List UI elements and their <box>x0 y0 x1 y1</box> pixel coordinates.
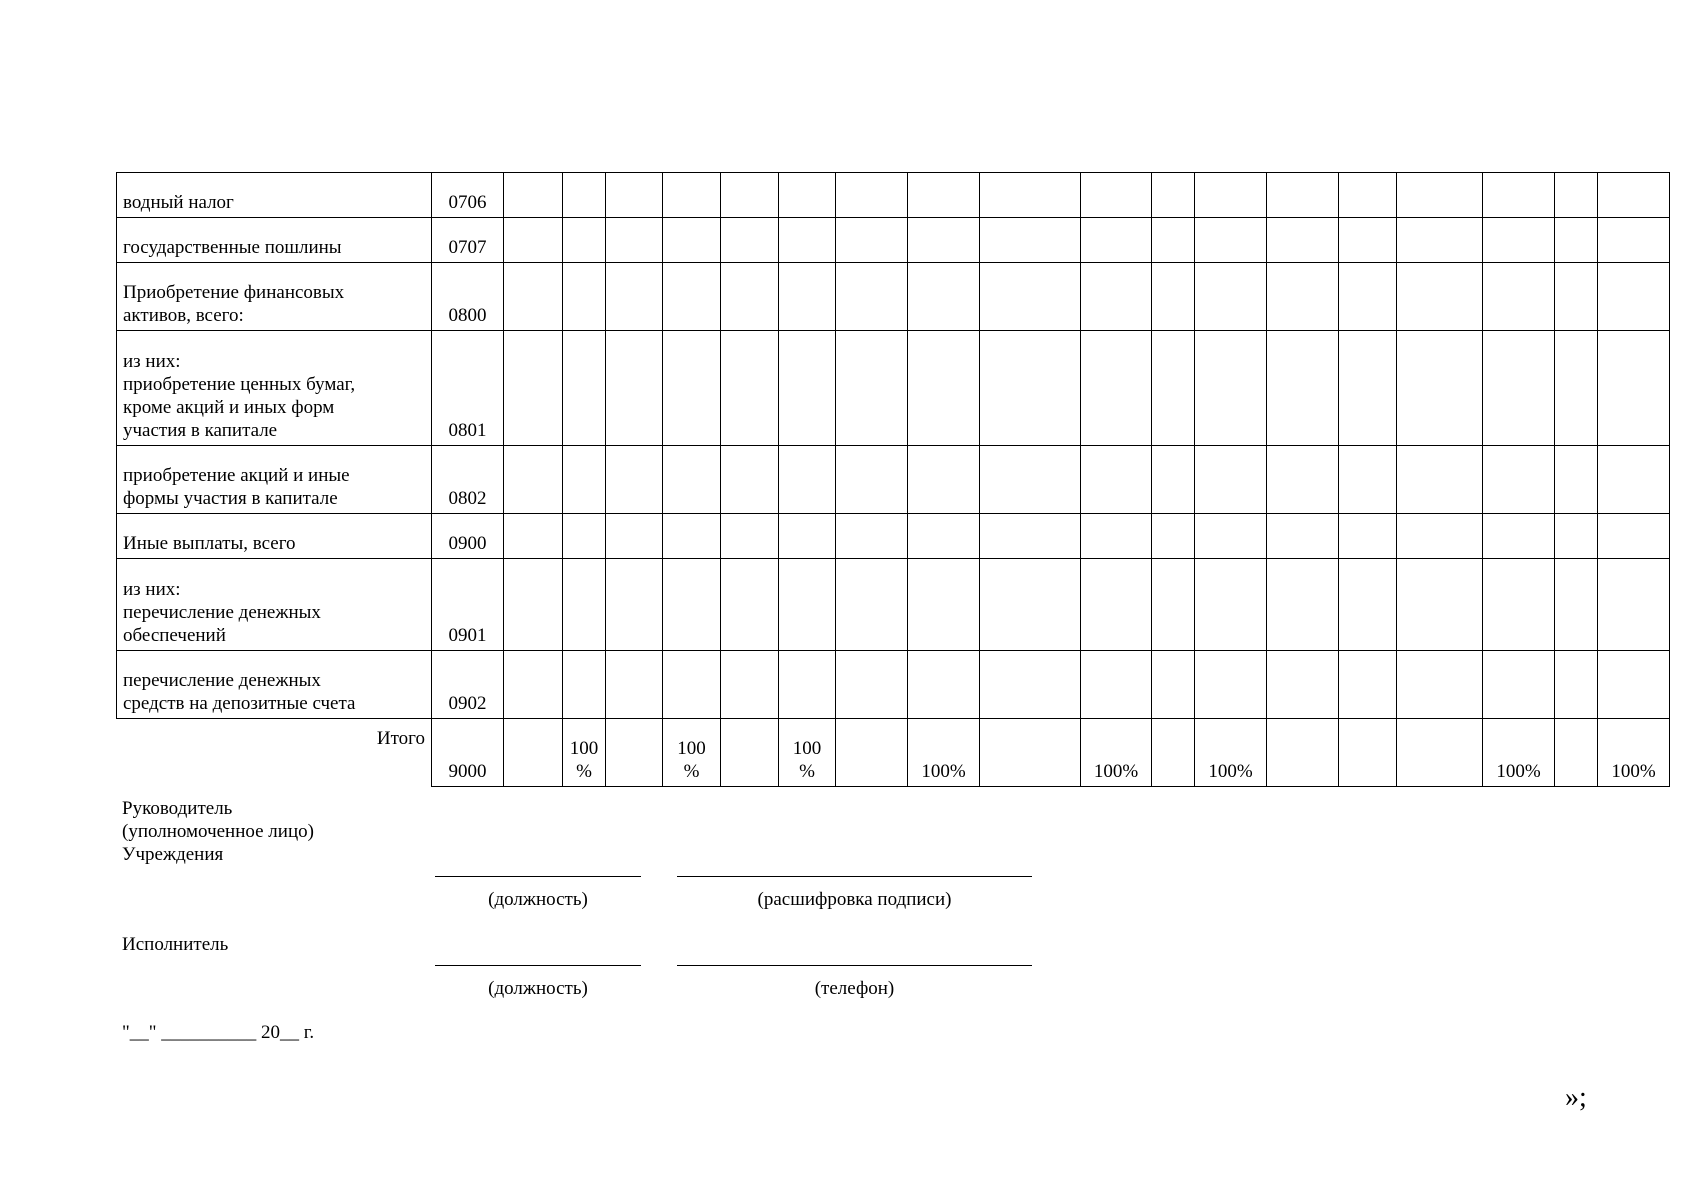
value-cell <box>721 173 779 218</box>
value-cell <box>1081 263 1152 331</box>
value-cell <box>721 331 779 446</box>
value-cell <box>836 173 908 218</box>
total-code: 9000 <box>432 719 504 787</box>
value-cell <box>1397 559 1483 651</box>
value-cell <box>1397 651 1483 719</box>
total-value-cell <box>721 719 779 787</box>
value-cell <box>1195 331 1267 446</box>
executor-phone-line <box>677 965 1032 966</box>
value-cell <box>980 446 1081 514</box>
value-cell <box>1267 331 1339 446</box>
value-cell <box>663 651 721 719</box>
total-value-cell <box>606 719 663 787</box>
value-cell <box>606 331 663 446</box>
value-cell <box>1483 173 1555 218</box>
value-cell <box>1152 173 1195 218</box>
value-cell <box>1081 446 1152 514</box>
value-cell <box>1267 263 1339 331</box>
value-cell <box>504 446 563 514</box>
value-cell <box>1555 651 1598 719</box>
value-cell <box>980 263 1081 331</box>
value-cell <box>1483 263 1555 331</box>
row-code: 0802 <box>432 446 504 514</box>
total-value-cell: 100% <box>908 719 980 787</box>
row-code: 0800 <box>432 263 504 331</box>
value-cell <box>1339 446 1397 514</box>
value-cell <box>1081 173 1152 218</box>
value-cell <box>1267 559 1339 651</box>
closing-mark: »; <box>1565 1082 1587 1113</box>
value-cell <box>563 173 606 218</box>
value-cell <box>563 559 606 651</box>
total-value-cell <box>1267 719 1339 787</box>
value-cell <box>1152 331 1195 446</box>
value-cell <box>721 218 779 263</box>
value-cell <box>1598 331 1670 446</box>
total-value-cell <box>1397 719 1483 787</box>
value-cell <box>721 559 779 651</box>
value-cell <box>1555 218 1598 263</box>
value-cell <box>1339 331 1397 446</box>
total-value-cell: 100% <box>1598 719 1670 787</box>
total-value-cell <box>1152 719 1195 787</box>
row-code: 0707 <box>432 218 504 263</box>
value-cell <box>836 514 908 559</box>
table-row <box>117 514 1670 559</box>
value-cell <box>1397 446 1483 514</box>
value-cell <box>1598 263 1670 331</box>
value-cell <box>563 263 606 331</box>
value-cell <box>663 514 721 559</box>
row-label: Приобретение финансовых активов, всего: <box>117 263 432 331</box>
value-cell <box>1195 218 1267 263</box>
value-cell <box>721 263 779 331</box>
value-cell <box>779 218 836 263</box>
row-label: государственные пошлины <box>117 218 432 263</box>
executor-position-caption: (должность) <box>488 978 588 999</box>
value-cell <box>563 514 606 559</box>
value-cell <box>504 218 563 263</box>
value-cell <box>1267 446 1339 514</box>
value-cell <box>836 559 908 651</box>
value-cell <box>1195 173 1267 218</box>
row-code: 0902 <box>432 651 504 719</box>
value-cell <box>1267 218 1339 263</box>
value-cell <box>1267 651 1339 719</box>
value-cell <box>836 331 908 446</box>
value-cell <box>721 514 779 559</box>
row-code: 0901 <box>432 559 504 651</box>
value-cell <box>504 559 563 651</box>
value-cell <box>1081 651 1152 719</box>
value-cell <box>1339 651 1397 719</box>
total-value-cell <box>980 719 1081 787</box>
value-cell <box>1339 559 1397 651</box>
value-cell <box>779 514 836 559</box>
value-cell <box>980 218 1081 263</box>
date-line: "__" __________ 20__ г. <box>122 1022 315 1043</box>
value-cell <box>1267 514 1339 559</box>
value-cell <box>908 514 980 559</box>
value-cell <box>504 263 563 331</box>
value-cell <box>1195 263 1267 331</box>
value-cell <box>1152 446 1195 514</box>
total-value-cell <box>504 719 563 787</box>
value-cell <box>1555 559 1598 651</box>
value-cell <box>504 651 563 719</box>
value-cell <box>1397 173 1483 218</box>
total-value-cell: 100 % <box>779 719 836 787</box>
value-cell <box>1483 651 1555 719</box>
value-cell <box>1081 514 1152 559</box>
value-cell <box>1555 514 1598 559</box>
value-cell <box>980 514 1081 559</box>
value-cell <box>1555 173 1598 218</box>
value-cell <box>1152 559 1195 651</box>
total-value-cell <box>1339 719 1397 787</box>
head-position-line <box>435 876 641 877</box>
value-cell <box>663 446 721 514</box>
value-cell <box>1152 514 1195 559</box>
value-cell <box>606 514 663 559</box>
head-signature-line <box>677 876 1032 877</box>
row-label: водный налог <box>117 173 432 218</box>
value-cell <box>1152 263 1195 331</box>
total-value-cell: 100 % <box>563 719 606 787</box>
value-cell <box>606 559 663 651</box>
table-row <box>117 446 1670 514</box>
value-cell <box>504 514 563 559</box>
value-cell <box>908 173 980 218</box>
value-cell <box>1397 514 1483 559</box>
value-cell <box>779 331 836 446</box>
report-table <box>116 172 1670 787</box>
value-cell <box>908 331 980 446</box>
total-value-cell: 100% <box>1195 719 1267 787</box>
value-cell <box>779 173 836 218</box>
total-label: Итого <box>117 719 432 787</box>
value-cell <box>1195 514 1267 559</box>
value-cell <box>1483 446 1555 514</box>
value-cell <box>836 218 908 263</box>
value-cell <box>1195 651 1267 719</box>
value-cell <box>1081 218 1152 263</box>
value-cell <box>980 559 1081 651</box>
value-cell <box>1152 651 1195 719</box>
row-label: перечисление денежных средств на депозитные счета <box>117 651 432 719</box>
value-cell <box>1339 218 1397 263</box>
value-cell <box>663 263 721 331</box>
value-cell <box>836 651 908 719</box>
head-signatory-label: Руководитель (уполномоченное лицо) Учреждения <box>122 798 314 865</box>
value-cell <box>1195 446 1267 514</box>
value-cell <box>779 446 836 514</box>
total-value-cell: 100% <box>1483 719 1555 787</box>
value-cell <box>606 173 663 218</box>
value-cell <box>779 651 836 719</box>
value-cell <box>663 559 721 651</box>
value-cell <box>836 446 908 514</box>
value-cell <box>1397 218 1483 263</box>
value-cell <box>1598 173 1670 218</box>
value-cell <box>563 651 606 719</box>
value-cell <box>1081 331 1152 446</box>
value-cell <box>1598 514 1670 559</box>
executor-phone-caption: (телефон) <box>814 978 895 999</box>
value-cell <box>1267 173 1339 218</box>
value-cell <box>1483 218 1555 263</box>
table-row <box>117 559 1670 651</box>
value-cell <box>779 559 836 651</box>
head-signature-caption: (расшифровка подписи) <box>757 889 952 910</box>
value-cell <box>908 446 980 514</box>
executor-position-line <box>435 965 641 966</box>
table-row <box>117 263 1670 331</box>
value-cell <box>980 331 1081 446</box>
row-code: 0706 <box>432 173 504 218</box>
table-row <box>117 173 1670 218</box>
value-cell <box>1397 331 1483 446</box>
value-cell <box>908 263 980 331</box>
value-cell <box>563 218 606 263</box>
value-cell <box>1081 559 1152 651</box>
value-cell <box>908 218 980 263</box>
value-cell <box>606 651 663 719</box>
row-label: приобретение акций и иные формы участия в капитале <box>117 446 432 514</box>
value-cell <box>980 173 1081 218</box>
total-value-cell: 100 % <box>663 719 721 787</box>
value-cell <box>1598 446 1670 514</box>
value-cell <box>721 446 779 514</box>
value-cell <box>606 263 663 331</box>
value-cell <box>504 331 563 446</box>
value-cell <box>1483 559 1555 651</box>
value-cell <box>504 173 563 218</box>
value-cell <box>1397 263 1483 331</box>
executor-label: Исполнитель <box>122 934 229 955</box>
value-cell <box>1598 218 1670 263</box>
total-value-cell <box>836 719 908 787</box>
value-cell <box>980 651 1081 719</box>
value-cell <box>606 218 663 263</box>
table-row <box>117 331 1670 446</box>
value-cell <box>721 651 779 719</box>
value-cell <box>1555 331 1598 446</box>
value-cell <box>779 263 836 331</box>
value-cell <box>1598 559 1670 651</box>
total-value-cell <box>1555 719 1598 787</box>
table-row <box>117 651 1670 719</box>
value-cell <box>1195 559 1267 651</box>
row-label: из них: приобретение ценных бумаг, кроме акций и иных форм участия в капитале <box>117 331 432 446</box>
total-value-cell: 100% <box>1081 719 1152 787</box>
value-cell <box>563 446 606 514</box>
row-label: Иные выплаты, всего <box>117 514 432 559</box>
value-cell <box>1555 446 1598 514</box>
value-cell <box>1339 514 1397 559</box>
value-cell <box>1339 173 1397 218</box>
row-code: 0900 <box>432 514 504 559</box>
value-cell <box>1555 263 1598 331</box>
row-label: из них: перечисление денежных обеспечений <box>117 559 432 651</box>
value-cell <box>663 218 721 263</box>
value-cell <box>663 173 721 218</box>
value-cell <box>1152 218 1195 263</box>
value-cell <box>606 446 663 514</box>
value-cell <box>908 651 980 719</box>
row-code: 0801 <box>432 331 504 446</box>
head-position-caption: (должность) <box>488 889 588 910</box>
value-cell <box>563 331 606 446</box>
value-cell <box>908 559 980 651</box>
value-cell <box>836 263 908 331</box>
value-cell <box>663 331 721 446</box>
value-cell <box>1483 331 1555 446</box>
value-cell <box>1598 651 1670 719</box>
value-cell <box>1339 263 1397 331</box>
table-row <box>117 218 1670 263</box>
total-row <box>117 719 1670 787</box>
value-cell <box>1483 514 1555 559</box>
